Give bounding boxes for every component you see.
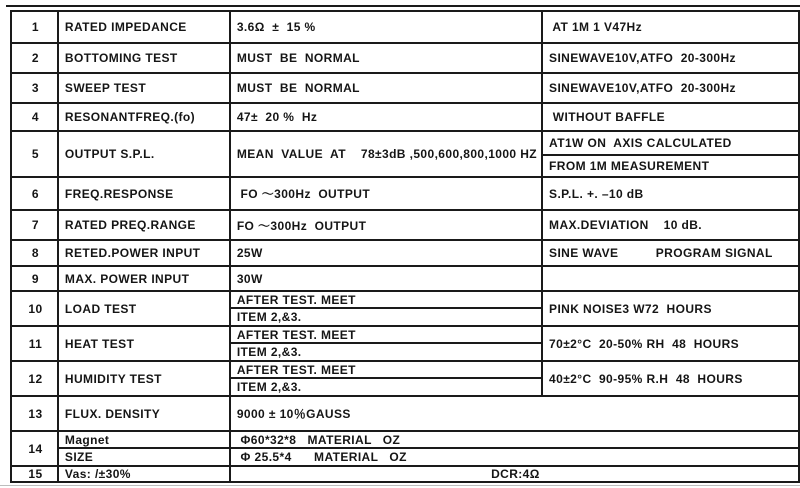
table-row — [11, 11, 799, 43]
spec-table — [10, 10, 800, 483]
row-11-value-line1: AFTER TEST. MEET — [230, 326, 542, 343]
row-3-number: 3 — [11, 73, 58, 103]
row-1-number: 1 — [11, 11, 58, 43]
row-9-number: 9 — [11, 266, 58, 291]
row-3-name: SWEEP TEST — [58, 73, 230, 103]
row-7-value: FO ～300Hz OUTPUT — [230, 210, 542, 240]
row-12-number: 12 — [11, 361, 58, 396]
row-6-note: S.P.L. +. –10 dB — [542, 177, 799, 210]
table-row — [11, 291, 799, 308]
table-row — [11, 73, 799, 103]
bottom-horizontal-rule — [0, 485, 800, 486]
row-13-number: 13 — [11, 396, 58, 431]
table-row — [11, 131, 799, 155]
table-row — [11, 43, 799, 73]
row-14-number: 14 — [11, 431, 58, 466]
table-row — [11, 466, 799, 482]
row-7-note: MAX.DEVIATION 10 dB. — [542, 210, 799, 240]
row-10-number: 10 — [11, 291, 58, 326]
row-13-name: FLUX. DENSITY — [58, 396, 230, 431]
row-11-note: 70±2°C 20-50% RH 48 HOURS — [542, 326, 799, 361]
row-3-value: MUST BE NORMAL — [230, 73, 542, 103]
row-12-value-line2: ITEM 2,&3. — [230, 378, 542, 396]
row-14-value-line2: Φ 25.5*4 MATERIAL OZ — [230, 448, 799, 466]
row-15-name: Vas: /±30% — [58, 466, 230, 482]
row-8-name: RETED.POWER INPUT — [58, 240, 230, 266]
row-2-value: MUST BE NORMAL — [230, 43, 542, 73]
row-1-name: RATED IMPEDANCE — [58, 11, 230, 43]
row-4-note: WITHOUT BAFFLE — [542, 103, 799, 131]
row-12-name: HUMIDITY TEST — [58, 361, 230, 396]
row-10-note: PINK NOISE3 W72 HOURS — [542, 291, 799, 326]
row-3-note: SINEWAVE10V,ATFO 20-300Hz — [542, 73, 799, 103]
row-2-note: SINEWAVE10V,ATFO 20-300Hz — [542, 43, 799, 73]
row-9-note — [542, 266, 799, 291]
row-8-number: 8 — [11, 240, 58, 266]
row-5-value: MEAN VALUE AT 78±3dB ,500,600,800,1000 HZ — [230, 131, 542, 177]
row-10-value-line2: ITEM 2,&3. — [230, 308, 542, 326]
row-14-value-line1: Φ60*32*8 MATERIAL OZ — [230, 431, 799, 448]
row-12-note: 40±2°C 90-95% R.H 48 HOURS — [542, 361, 799, 396]
row-10-name: LOAD TEST — [58, 291, 230, 326]
table-row — [11, 210, 799, 240]
row-1-value: 3.6Ω ± 15 % — [230, 11, 542, 43]
row-5-note-line1: AT1W ON AXIS CALCULATED — [542, 131, 799, 155]
row-8-note: SINE WAVE PROGRAM SIGNAL — [542, 240, 799, 266]
row-2-number: 2 — [11, 43, 58, 73]
row-4-value: 47± 20 % Hz — [230, 103, 542, 131]
table-row — [11, 361, 799, 378]
row-12-value-line1: AFTER TEST. MEET — [230, 361, 542, 378]
row-11-value-line2: ITEM 2,&3. — [230, 343, 542, 361]
table-row — [11, 326, 799, 343]
row-15-number: 15 — [11, 466, 58, 482]
row-7-number: 7 — [11, 210, 58, 240]
row-8-value: 25W — [230, 240, 542, 266]
row-15-value: DCR:4Ω — [230, 466, 799, 482]
row-5-number: 5 — [11, 131, 58, 177]
table-row — [11, 266, 799, 291]
row-5-note-line2: FROM 1M MEASUREMENT — [542, 155, 799, 177]
row-11-name: HEAT TEST — [58, 326, 230, 361]
row-9-value: 30W — [230, 266, 542, 291]
table-row — [11, 103, 799, 131]
row-6-number: 6 — [11, 177, 58, 210]
table-row — [11, 396, 799, 431]
table-row — [11, 240, 799, 266]
row-7-name: RATED PREQ.RANGE — [58, 210, 230, 240]
row-11-number: 11 — [11, 326, 58, 361]
row-10-value-line1: AFTER TEST. MEET — [230, 291, 542, 308]
row-6-name: FREQ.RESPONSE — [58, 177, 230, 210]
row-6-value: FO ～300Hz OUTPUT — [230, 177, 542, 210]
row-4-name: RESONANTFREQ.(fo) — [58, 103, 230, 131]
row-14-name-line2: SIZE — [58, 448, 230, 466]
row-2-name: BOTTOMING TEST — [58, 43, 230, 73]
row-14-name-line1: Magnet — [58, 431, 230, 448]
table-row — [11, 177, 799, 210]
row-1-note: AT 1M 1 V47Hz — [542, 11, 799, 43]
table-row — [11, 448, 799, 466]
row-4-number: 4 — [11, 103, 58, 131]
table-row — [11, 431, 799, 448]
top-horizontal-rule — [6, 5, 800, 7]
row-5-name: OUTPUT S.P.L. — [58, 131, 230, 177]
row-9-name: MAX. POWER INPUT — [58, 266, 230, 291]
row-13-value: 9000 ± 10％GAUSS — [230, 396, 799, 431]
